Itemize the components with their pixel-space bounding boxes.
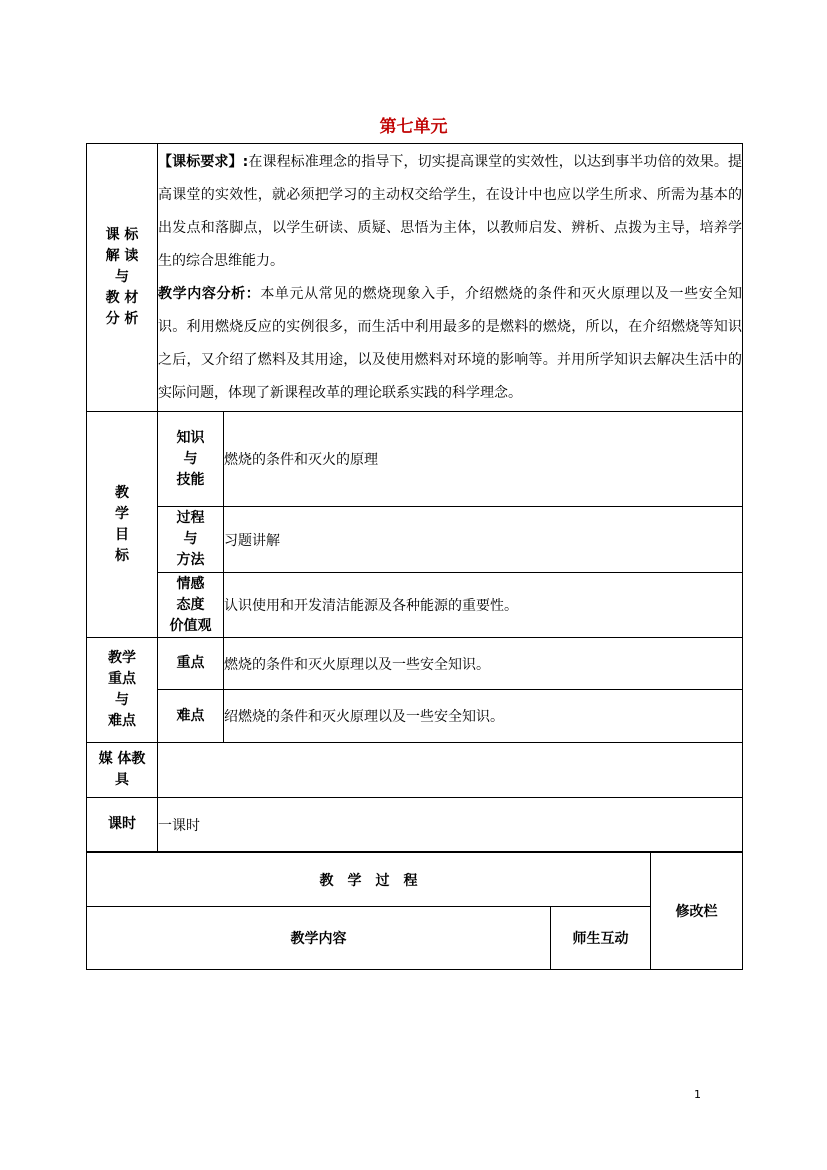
objective-knowledge-label: 知识 与 技能 bbox=[158, 412, 224, 507]
process-subheader-row bbox=[87, 907, 743, 970]
keypoints-label: 教学 重点 与 难点 bbox=[87, 638, 158, 743]
page-title: 第七单元 bbox=[379, 117, 448, 137]
lesson-plan-table bbox=[86, 143, 743, 852]
revision-column-label: 修改栏 bbox=[651, 853, 743, 970]
media-row bbox=[87, 743, 743, 798]
period-text: 一课时 bbox=[158, 798, 743, 852]
curriculum-requirement-paragraph bbox=[158, 146, 742, 278]
page-number: 1 bbox=[694, 1088, 701, 1101]
key-point-text: 燃烧的条件和灭火原理以及一些安全知识。 bbox=[224, 638, 743, 690]
period-row bbox=[87, 798, 743, 852]
curriculum-analysis-label: 课 标 解 读 与 教 材 分 析 bbox=[87, 144, 158, 412]
key-point-label: 重点 bbox=[158, 638, 224, 690]
objective-emotion-label: 情感 态度 价值观 bbox=[158, 573, 224, 638]
media-label: 媒 体教 具 bbox=[87, 743, 158, 798]
period-label: 课时 bbox=[87, 798, 158, 852]
objective-knowledge-text: 燃烧的条件和灭火的原理 bbox=[224, 412, 743, 507]
objective-process-label: 过程 与 方法 bbox=[158, 507, 224, 573]
curriculum-analysis-content bbox=[158, 144, 743, 412]
difficult-point-label: 难点 bbox=[158, 690, 224, 743]
keypoint-row bbox=[87, 690, 743, 743]
objective-row bbox=[87, 412, 743, 507]
content-analysis-heading: 教学内容分析： bbox=[158, 285, 261, 302]
objective-row bbox=[87, 507, 743, 573]
interaction-label: 师生互动 bbox=[551, 907, 651, 970]
objective-process-text: 习题讲解 bbox=[224, 507, 743, 573]
curriculum-requirement-text: 在课程标准理念的指导下，切实提高课堂的实效性，以达到事半功倍的效果。提高课堂的实效性，就必须把学习的主动权交给学生，在设计中也应以学生所求、所需为基本的出发点和落脚点，以学生研读、质疑、思悟为主体，以教师启发、辨析、点拨为主导，培养学生的综合思维能力。 bbox=[158, 153, 742, 269]
objective-emotion-text: 认识使用和开发清洁能源及各种能源的重要性。 bbox=[224, 573, 743, 638]
objective-row bbox=[87, 573, 743, 638]
content-analysis-text: 本单元从常见的燃烧现象入手，介绍燃烧的条件和灭火原理以及一些安全知识。利用燃烧反应的实例很多，而生活中利用最多的是燃料的燃烧，所以，在介绍燃烧等知识之后，又介绍了燃料及其用途，以及使用燃料对环境的影响等。并用所学知识去解决生活中的实际问题，体现了新课程改革的理论联系实践的科学理念。 bbox=[158, 285, 743, 401]
teaching-process-table bbox=[86, 852, 743, 970]
process-header: 教 学 过 程 bbox=[87, 853, 651, 907]
curriculum-requirement-heading: 【课标要求】: bbox=[158, 153, 249, 170]
keypoint-row bbox=[87, 638, 743, 690]
curriculum-analysis-row bbox=[87, 144, 743, 412]
objectives-label: 教 学 目 标 bbox=[87, 412, 158, 638]
teaching-content-label: 教学内容 bbox=[87, 907, 551, 970]
process-header-row bbox=[87, 853, 743, 907]
media-text bbox=[158, 743, 743, 798]
content-analysis-paragraph bbox=[158, 278, 742, 410]
difficult-point-text: 绍燃烧的条件和灭火原理以及一些安全知识。 bbox=[224, 690, 743, 743]
